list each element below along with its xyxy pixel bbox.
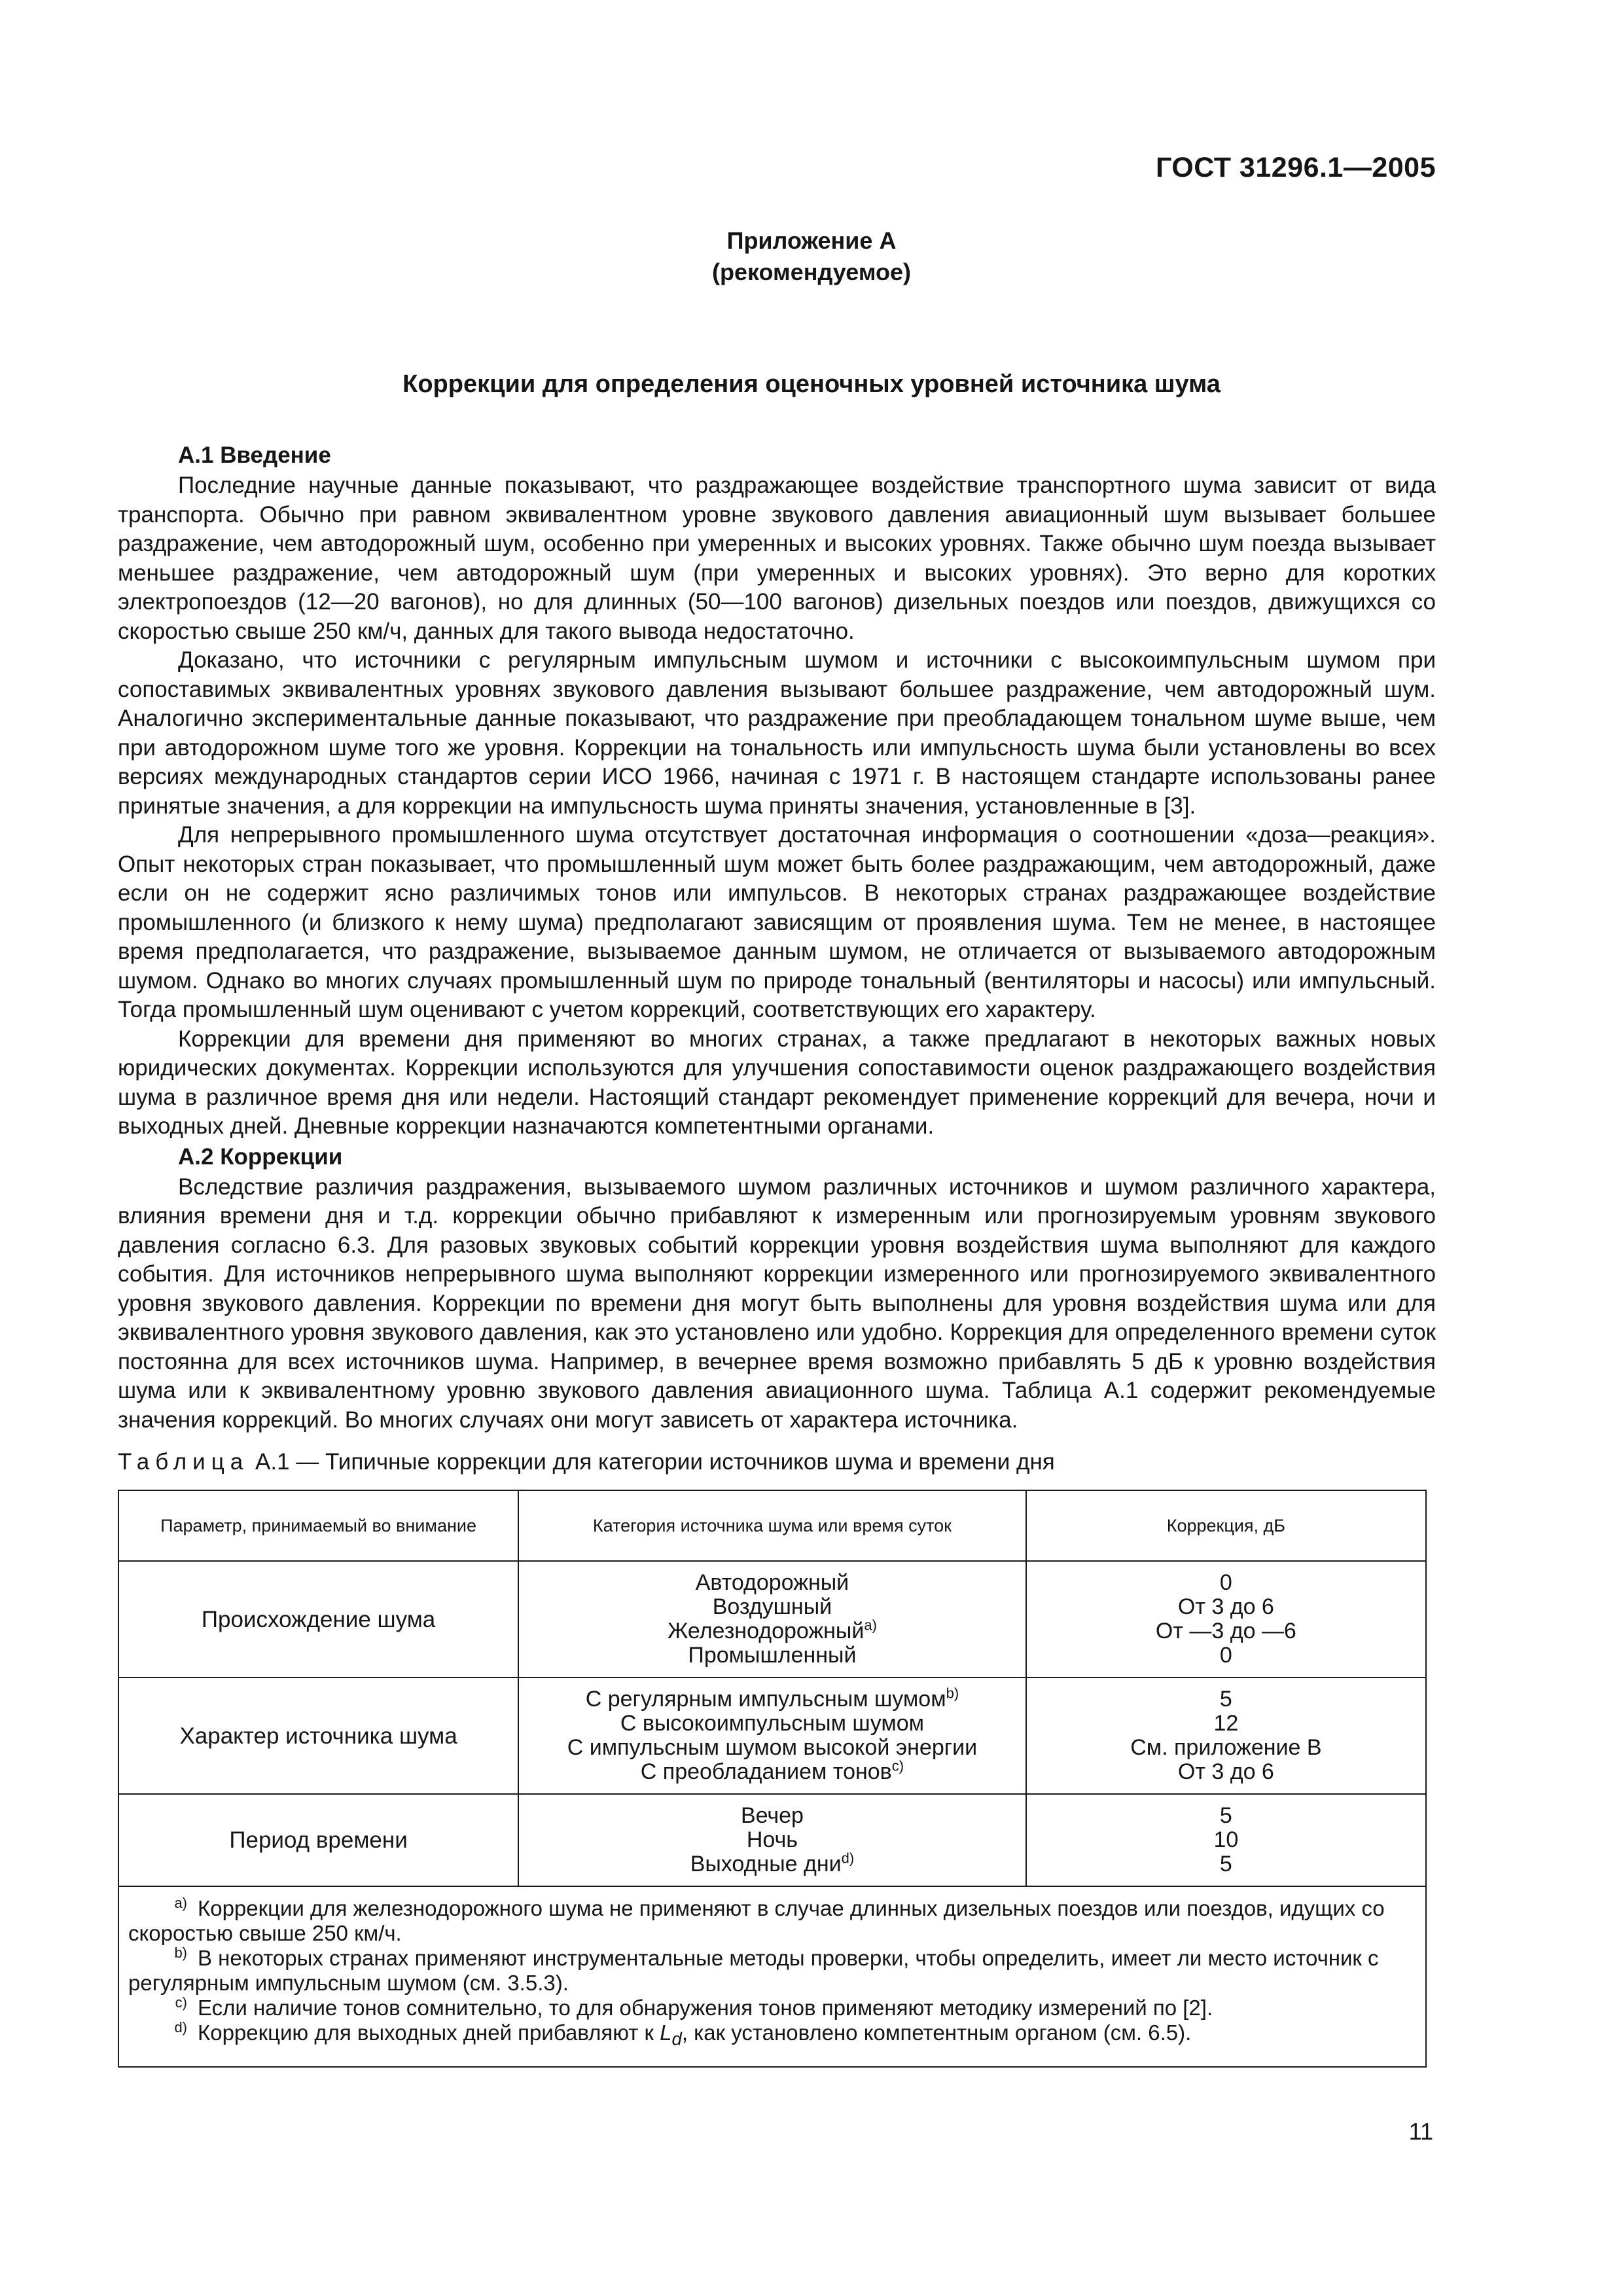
footnote bbox=[128, 2020, 1416, 2052]
footnote-text: , как установлено компетентным органом (см. 6.5). bbox=[681, 2020, 1192, 2045]
table-caption-text: А.1 — Типичные коррекции для категории источников шума и времени дня bbox=[255, 1449, 1055, 1475]
table-row bbox=[118, 1794, 1426, 1886]
annex-status: (рекомендуемое) bbox=[712, 259, 911, 285]
correction-value: От 3 до 6 bbox=[1177, 1594, 1274, 1619]
correction-cell bbox=[1026, 1794, 1426, 1886]
category-item: Автодорожный bbox=[695, 1570, 849, 1595]
correction-cell bbox=[1026, 1677, 1426, 1794]
group-name: Период времени bbox=[118, 1794, 518, 1886]
paragraph: Последние научные данные показывают, что раздражающее воздействие транспортного шума зависит от вида транспорта. Обычно при равном эквивалентном уровне звукового давления авиационный шум вызывает большее раздражение, чем автодорожный шум, особенно при умеренных и высоких уровнях. Также обычно шум поезда вызывает меньшее раздражение, чем автодорожный шум (при умеренных и высоких уровнях). Это верно для коротких электропоездов (12—20 вагонов), но для длинных (50—100 вагонов) дизельных поездов или поездов, движущихся со скоростью свыше 250 км/ч, данных для такого вывода недостаточно. bbox=[118, 473, 1436, 644]
variable-subscript: d bbox=[671, 2028, 682, 2049]
correction-value: 5 bbox=[1219, 1687, 1232, 1712]
paragraph: Вследствие различия раздражения, вызываемого шумом различных источников и шумом различного характера, влияния времени дня и т.д. коррекции обычно прибавляют к измеренным или прогнозируемым уровням звукового давления согласно 6.3. Для разовых звуковых событий коррекции уровня воздействия шума выполняют для каждого события. Для источников непрерывного шума выполняют коррекции измеренного или прогнозируемого эквивалентного уровня звукового давления. Коррекции по времени дня могут быть выполнены для уровня воздействия шума или для эквивалентного уровня звукового давления, как это установлено или удобно. Коррекция для определенного времени суток постоянна для всех источников шума. Например, в вечернее время возможно прибавлять 5 дБ к уровню воздействия шума или к эквивалентному уровню звукового давления авиационного шума. Таблица А.1 содержит рекомендуемые значения коррекций. Во многих случаях они могут зависеть от характера источника. bbox=[118, 1174, 1436, 1433]
footnote-text: Если наличие тонов сомнительно, то для обнаружения тонов применяют методику измерений по [2]. bbox=[198, 1996, 1213, 2020]
table-header-row bbox=[118, 1490, 1426, 1561]
footnote-mark: c) bbox=[891, 1757, 904, 1774]
paragraph: Доказано, что источники с регулярным импульсным шумом и источники с высокоимпульсным шумом при сопоставимых эквивалентных уровнях звукового давления вызывают большее раздражение, чем автодорожный шум. Аналогично экспериментальные данные показывают, что раздражение при преобладающем тональном шуме выше, чем при автодорожном шуме того же уровня. Коррекции на тональность или импульсность шума были установлены во всех версиях международных стандартов серии ИСО 1966, начиная с 1971 г. В настоящем стандарте использованы ранее принятые значения, а для коррекции на импульсность шума приняты значения, установленные в [3]. bbox=[118, 647, 1436, 819]
footnote bbox=[128, 1996, 1416, 2020]
table-caption-word: Таблица bbox=[118, 1449, 249, 1475]
category-cell bbox=[518, 1794, 1026, 1886]
paragraph: Для непрерывного промышленного шума отсутствует достаточная информация о соотношении «доза—реакция». Опыт некоторых стран показывает, что промышленный шум может быть более раздражающим, чем автодорожный, даже если он не содержит ясно различимых тонов или импульсов. В некоторых странах раздражающее воздействие промышленного (и близкого к нему шума) предполагают зависящим от проявления шума. Тем не менее, в настоящее время предполагается, что раздражение, вызываемое данным шумом, не отличается от вызываемого автодорожным шумом. Однако во многих случаях промышленный шум по природе тональный (вентиляторы и насосы) или импульсный. Тогда промышленный шум оценивают с учетом коррекций, соответствующих его характеру. bbox=[118, 822, 1436, 1022]
table-caption bbox=[118, 1449, 1436, 1475]
group-name: Характер источника шума bbox=[118, 1677, 518, 1794]
section-heading-a2: А.2 Коррекции bbox=[178, 1143, 343, 1170]
section-heading-a1: А.1 Введение bbox=[178, 442, 331, 468]
footnote-mark: c) bbox=[175, 1994, 187, 2011]
body-text bbox=[118, 440, 1436, 1435]
header-correction: Коррекция, дБ bbox=[1026, 1490, 1426, 1561]
correction-value: 5 bbox=[1219, 1852, 1232, 1876]
footnote-mark: d) bbox=[174, 2019, 187, 2036]
footnote bbox=[128, 1896, 1416, 1946]
document-code: ГОСТ 31296.1—2005 bbox=[1155, 152, 1436, 183]
annex-header bbox=[0, 225, 1623, 288]
corrections-table bbox=[118, 1490, 1427, 2068]
category-item: Промышленный bbox=[688, 1643, 857, 1668]
category-item: Железнодорожный bbox=[667, 1619, 865, 1643]
footnote-text: В некоторых странах применяют инструментальные методы проверки, чтобы определить, имеет ли место источник с регулярным импульсным шумом (см. 3.5.3). bbox=[128, 1946, 1379, 1995]
footnote-mark: a) bbox=[864, 1617, 877, 1634]
paragraph: Коррекции для времени дня применяют во многих странах, а также предлагают в некоторых важных новых юридических документах. Коррекции используются для улучшения сопоставимости оценок раздражающего воздействия шума в различное время дня или недели. Настоящий стандарт рекомендует применение коррекций для вечера, ночи и выходных дней. Дневные коррекции назначаются компетентными органами. bbox=[118, 1026, 1436, 1139]
category-item: С преобладанием тонов bbox=[640, 1759, 892, 1784]
correction-cell bbox=[1026, 1561, 1426, 1677]
category-item: С регулярным импульсным шумом bbox=[585, 1687, 946, 1712]
annex-title: Коррекции для определения оценочных уровней источника шума bbox=[402, 370, 1221, 398]
group-name: Происхождение шума bbox=[118, 1561, 518, 1677]
annex-label: Приложение А bbox=[726, 227, 897, 254]
footnote-text: Коррекцию для выходных дней прибавляют к bbox=[198, 2020, 660, 2045]
category-item: Выходные дни bbox=[690, 1852, 842, 1876]
category-item: Воздушный bbox=[712, 1594, 832, 1619]
correction-value: 10 bbox=[1213, 1827, 1239, 1852]
header-param: Параметр, принимаемый во внимание bbox=[118, 1490, 518, 1561]
footnote-mark: a) bbox=[174, 1895, 187, 1911]
correction-value: От —3 до —6 bbox=[1155, 1619, 1296, 1643]
category-cell bbox=[518, 1677, 1026, 1794]
correction-value: 0 bbox=[1219, 1643, 1232, 1668]
category-item: С импульсным шумом высокой энергии bbox=[567, 1735, 978, 1760]
variable-symbol: L bbox=[660, 2020, 672, 2045]
correction-value: 0 bbox=[1219, 1570, 1232, 1595]
category-cell bbox=[518, 1561, 1026, 1677]
category-item: Вечер bbox=[740, 1803, 804, 1828]
category-item: С высокоимпульсным шумом bbox=[620, 1711, 924, 1736]
footnote-mark: d) bbox=[841, 1850, 855, 1867]
correction-value: От 3 до 6 bbox=[1177, 1759, 1274, 1784]
header-category: Категория источника шума или время суток bbox=[518, 1490, 1026, 1561]
correction-value: См. приложение В bbox=[1130, 1735, 1322, 1760]
category-item: Ночь bbox=[746, 1827, 798, 1852]
page-number: 11 bbox=[1408, 2118, 1433, 2145]
footnote bbox=[128, 1946, 1416, 1996]
footnote-mark: b) bbox=[174, 1945, 187, 1961]
table-notes-row bbox=[118, 1886, 1426, 2067]
table-footnotes bbox=[118, 1886, 1426, 2067]
table-row bbox=[118, 1561, 1426, 1677]
table-row bbox=[118, 1677, 1426, 1794]
footnote-mark: b) bbox=[946, 1685, 959, 1702]
footnote-text: Коррекции для железнодорожного шума не применяют в случае длинных дизельных поездов или поездов, идущих со скоростью свыше 250 км/ч. bbox=[128, 1896, 1385, 1945]
correction-value: 12 bbox=[1213, 1711, 1239, 1736]
correction-value: 5 bbox=[1219, 1803, 1232, 1828]
